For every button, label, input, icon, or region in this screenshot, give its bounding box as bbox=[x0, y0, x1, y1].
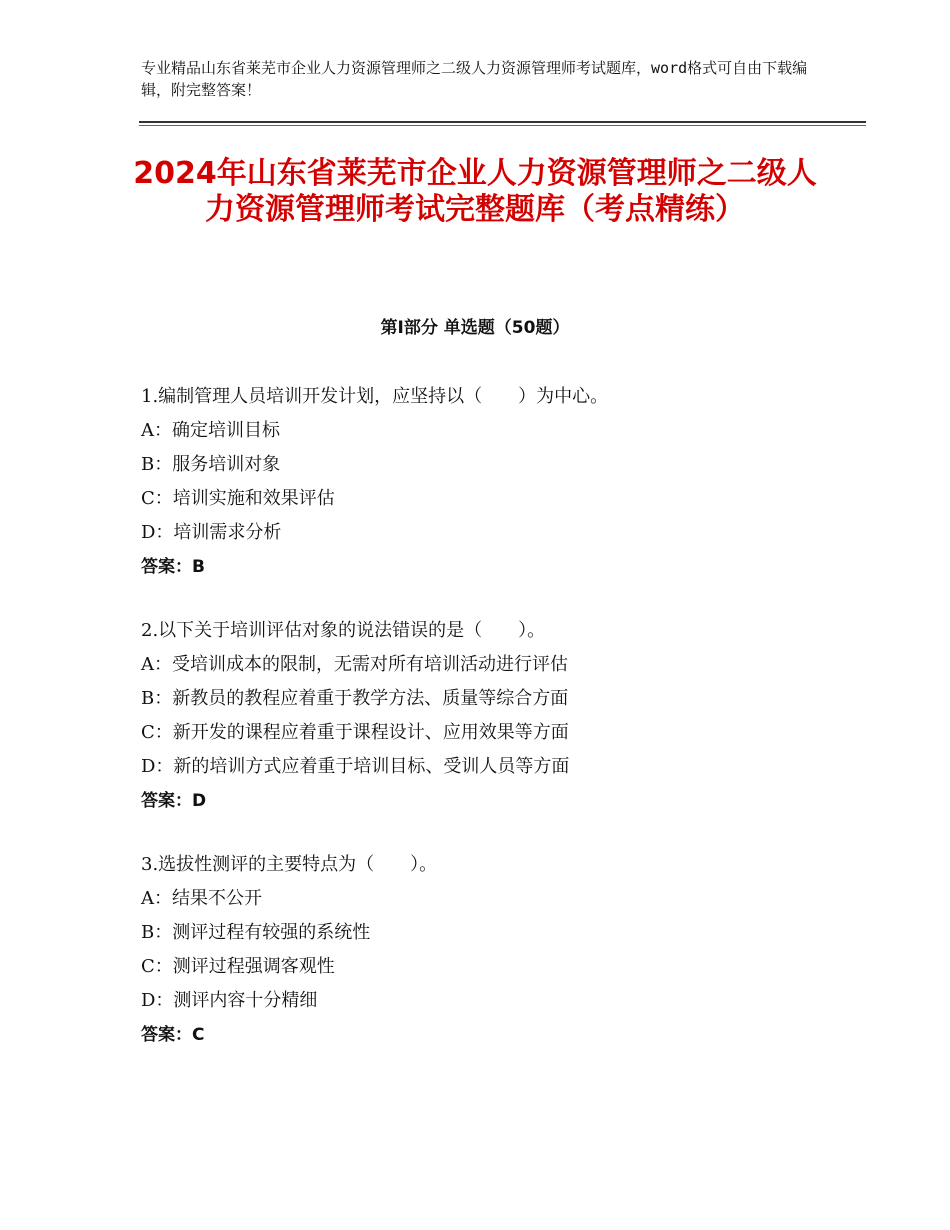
option-d: D：测评内容十分精细 bbox=[141, 990, 318, 1011]
answer-label: 答案：B bbox=[141, 557, 205, 577]
option-b: B：新教员的教程应着重于教学方法、质量等综合方面 bbox=[141, 688, 569, 709]
question-1 bbox=[141, 380, 841, 584]
document-title: 2024年山东省莱芜市企业人力资源管理师之二级人力资源管理师考试完整题库（考点精练） bbox=[133, 156, 817, 227]
option-b: B：服务培训对象 bbox=[141, 454, 281, 475]
option-d: D：培训需求分析 bbox=[141, 522, 282, 543]
question-stem: 3.选拔性测评的主要特点为（ ）。 bbox=[141, 854, 438, 875]
option-c: C：新开发的课程应着重于课程设计、应用效果等方面 bbox=[141, 722, 569, 743]
question-stem: 2.以下关于培训评估对象的说法错误的是（ ）。 bbox=[141, 620, 546, 641]
option-a: A：受培训成本的限制，无需对所有培训活动进行评估 bbox=[141, 654, 568, 675]
header-note: 专业精品山东省莱芜市企业人力资源管理师之二级人力资源管理师考试题库，word格式可自由下载编辑，附完整答案！ bbox=[141, 59, 808, 99]
option-c: C：测评过程强调客观性 bbox=[141, 956, 335, 977]
header-divider bbox=[139, 121, 866, 123]
section-heading: 第Ⅰ部分 单选题（50题） bbox=[380, 318, 570, 338]
header-divider-thin bbox=[139, 125, 866, 126]
option-a: A：确定培训目标 bbox=[141, 420, 280, 441]
question-3 bbox=[141, 848, 841, 1052]
option-d: D：新的培训方式应着重于培训目标、受训人员等方面 bbox=[141, 756, 570, 777]
question-stem: 1.编制管理人员培训开发计划，应坚持以（ ）为中心。 bbox=[141, 386, 609, 407]
answer-label: 答案：D bbox=[141, 791, 207, 811]
answer-label: 答案：C bbox=[141, 1025, 205, 1045]
question-list bbox=[141, 380, 841, 1082]
question-2 bbox=[141, 614, 841, 818]
option-c: C：培训实施和效果评估 bbox=[141, 488, 335, 509]
option-b: B：测评过程有较强的系统性 bbox=[141, 922, 371, 943]
option-a: A：结果不公开 bbox=[141, 888, 262, 909]
